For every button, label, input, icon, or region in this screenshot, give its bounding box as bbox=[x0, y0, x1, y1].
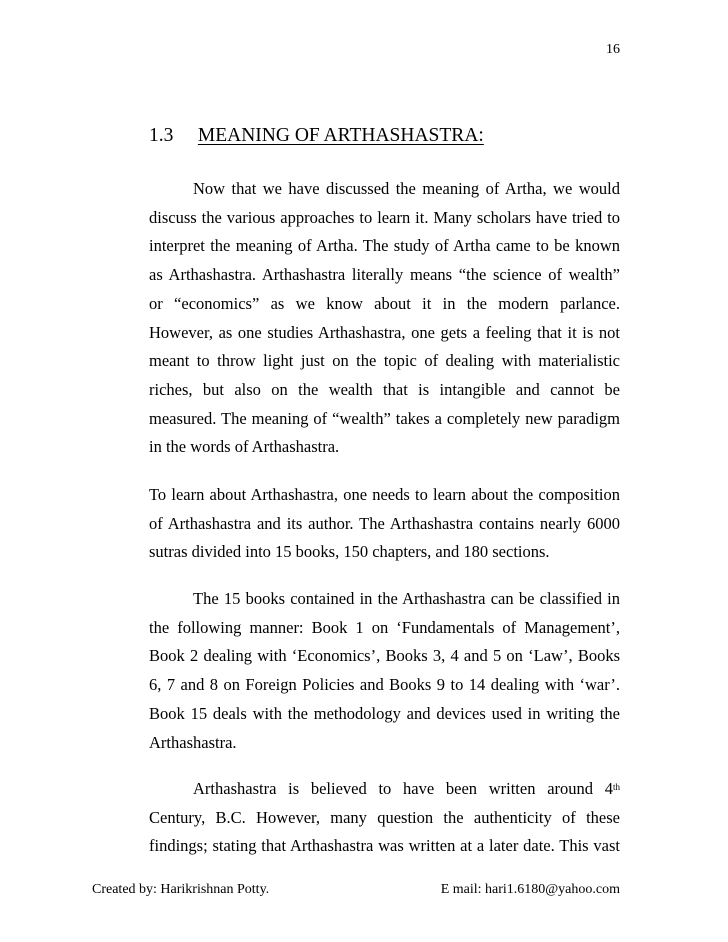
paragraph-line: discuss the various approaches to learn it. Many scholars have tried to bbox=[149, 207, 620, 227]
paragraph-line: interpret the meaning of Artha. The study of Artha came to be known bbox=[149, 236, 620, 256]
paragraph-line: Now that we have discussed the meaning of Artha, we would bbox=[193, 179, 620, 198]
paragraph-line: measured. The meaning of “wealth” takes a completely new paradigm bbox=[149, 408, 620, 428]
paragraph-line: Century, B.C. However, many question the authenticity of these bbox=[149, 807, 620, 827]
paragraph-line: However, as one studies Arthashastra, one gets a feeling that it is not bbox=[149, 322, 620, 342]
footer-email: E mail: hari1.6180@yahoo.com bbox=[440, 882, 620, 897]
paragraph-line: 6, 7 and 8 on Foreign Policies and Books 9 to 14 dealing with ‘war’. bbox=[149, 675, 620, 695]
paragraph-line: meant to throw light just on the topic of dealing with materialistic bbox=[149, 351, 620, 371]
paragraph-line: To learn about Arthashastra, one needs to learn about the composition bbox=[149, 485, 620, 504]
section-title: MEANING OF ARTHASHASTRA: bbox=[197, 125, 484, 146]
footer-author: Created by: Harikrishnan Potty. bbox=[92, 882, 270, 897]
paragraph-3 bbox=[149, 585, 620, 757]
paragraph-line: the following manner: Book 1 on ‘Fundamentals of Management’, bbox=[149, 617, 620, 637]
paragraph-line: The 15 books contained in the Arthashastra can be classified in bbox=[193, 589, 620, 608]
section-heading bbox=[149, 125, 484, 147]
paragraph-line: sutras divided into 15 books, 150 chapters, and 180 sections. bbox=[149, 542, 550, 562]
paragraph-line: as Arthashastra. Arthashastra literally means “the science of wealth” bbox=[149, 265, 620, 285]
paragraph-line: findings; stating that Arthashastra was written at a later date. This vast bbox=[149, 836, 620, 856]
paragraph-1 bbox=[149, 175, 620, 462]
paragraph-line: of Arthashastra and its author. The Arthashastra contains nearly 6000 bbox=[149, 513, 620, 533]
paragraph-line: Arthashastra. bbox=[149, 732, 237, 752]
paragraph-2 bbox=[149, 481, 620, 567]
paragraph-line: in the words of Arthashastra. bbox=[149, 437, 340, 457]
paragraph-line: riches, but also on the wealth that is intangible and cannot be bbox=[149, 379, 620, 399]
paragraph-4 bbox=[149, 775, 620, 861]
paragraph-line: Book 2 dealing with ‘Economics’, Books 3, 4 and 5 on ‘Law’, Books bbox=[149, 646, 620, 666]
paragraph-line: Arthashastra is believed to have been written around 4th bbox=[193, 779, 620, 798]
superscript: th bbox=[612, 782, 620, 792]
paragraph-line: or “economics” as we know about it in the modern parlance. bbox=[149, 293, 620, 313]
page-number: 16 bbox=[606, 42, 620, 57]
section-number: 1.3 bbox=[149, 125, 174, 146]
paragraph-line: Book 15 deals with the methodology and devices used in writing the bbox=[149, 703, 620, 723]
